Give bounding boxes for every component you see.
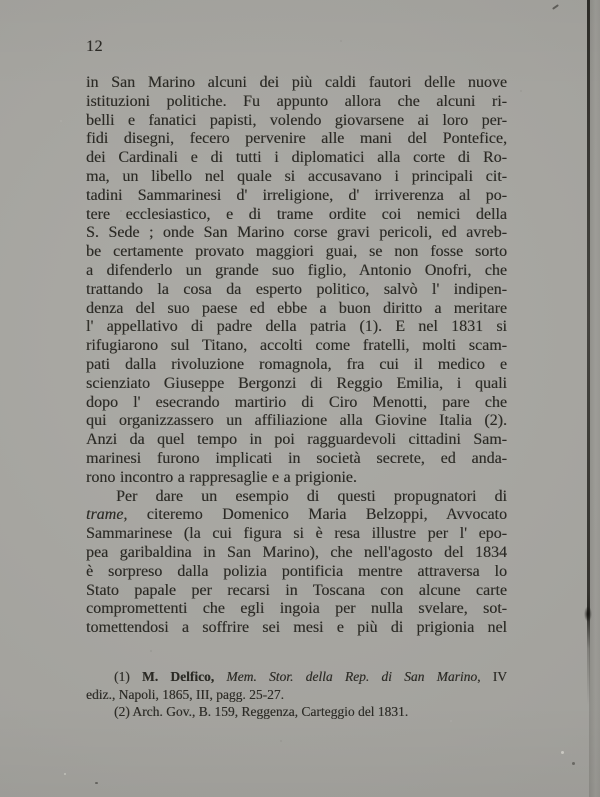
scan-edge-shadow <box>589 0 600 797</box>
paper-noise <box>0 0 2 2</box>
text-segment: tadini Sammarinesi d' irreligione, d' irriverenza al po- <box>86 186 507 204</box>
scan-scratch <box>552 4 559 10</box>
footnotes <box>86 668 507 721</box>
text-line <box>86 412 507 431</box>
text-segment: è sorpreso dalla polizia pontificia mentre attraversa lo <box>86 562 507 580</box>
text-segment: be certamente provato maggiori guai, se non fosse sorto <box>86 243 507 261</box>
text-segment: dopo l' esecrando martirio di Ciro Menotti, pare che <box>86 393 507 411</box>
text-line <box>86 206 507 225</box>
text-segment: trame, <box>86 506 128 524</box>
text-segment: dei Cardinali e di tutti i diplomatici alla corte di Ro- <box>86 149 507 167</box>
paper-speck <box>95 782 98 784</box>
text-segment: pati dalla rivoluzione romagnola, fra cui il medico e <box>86 355 507 373</box>
text-line <box>86 149 507 168</box>
text-line <box>86 300 507 319</box>
text-segment: marinesi furono implicati in società secrete, ed anda- <box>86 449 507 467</box>
text-segment: , IV <box>477 669 507 684</box>
text-segment: Stato papale per recarsi in Toscana con alcune carte <box>86 581 507 599</box>
text-line <box>86 544 507 563</box>
text-line <box>86 356 507 375</box>
text-segment: S. Sede ; onde San Marino corse gravi pericoli, ed avreb- <box>86 224 507 242</box>
text-line <box>86 450 507 469</box>
paper-speck <box>561 751 564 754</box>
text-line <box>86 93 507 112</box>
text-line <box>86 337 507 356</box>
text-line <box>86 262 507 281</box>
text-segment: Per dare un esempio di questi propugnatori di <box>116 487 507 505</box>
text-line <box>86 563 507 582</box>
text-segment: in San Marino alcuni dei più caldi fautori delle nuove <box>86 74 507 91</box>
text-segment: ediz., Napoli, 1865, III, pagg. 25-27. <box>86 686 284 702</box>
text-segment: (2) Arch. Gov., B. 159, Reggenza, Carteggio del 1831. <box>114 704 409 720</box>
text-segment: citeremo Domenico Maria Belzoppi, Avvocato <box>127 506 507 524</box>
text-line <box>86 243 507 262</box>
text-line <box>86 525 507 544</box>
text-line <box>86 318 507 337</box>
text-line <box>86 600 507 619</box>
text-line <box>86 224 507 243</box>
page-number: 12 <box>86 38 103 55</box>
text-segment <box>214 669 226 684</box>
text-segment: fidi disegni, fecero pervenire alle mani del Pontefice, <box>86 130 507 148</box>
text-segment: tomettendosi a soffrire sei mesi e più di prigionia nel <box>86 619 507 637</box>
text-line <box>86 686 507 704</box>
text-segment: a difenderlo un grande suo figlio, Antonio Onofri, che <box>86 261 507 279</box>
paper-speck <box>572 762 575 765</box>
text-segment: Mem. Stor. della Rep. di San Marino <box>226 669 478 684</box>
text-line <box>86 488 507 507</box>
text-line <box>86 375 507 394</box>
text-line <box>86 130 507 149</box>
text-segment: (1) <box>114 669 142 684</box>
text-segment: compromettenti che egli ingoia per nulla svelare, sot- <box>86 600 507 618</box>
text-segment: trattando la cosa da esperto politico, salvò l' indipen- <box>86 280 507 298</box>
text-segment: denza del suo paese ed ebbe a buon diritto a meritare <box>86 299 507 317</box>
text-line <box>86 668 507 686</box>
body-text <box>86 74 507 638</box>
text-segment: Sammarinese (la cui figura si è resa illustre per l' epo- <box>86 525 507 543</box>
text-line <box>86 168 507 187</box>
text-segment: scienziato Giuseppe Bergonzi di Reggio Emilia, i quali <box>86 374 507 392</box>
text-segment: rono incontro a rappresaglie e a prigionie. <box>86 468 357 486</box>
text-segment: qui organizzassero un affiliazione alla Giovine Italia (2). <box>86 412 507 430</box>
text-segment: rifugiarono sul Titano, accolti come fratelli, molti scam- <box>86 337 507 355</box>
text-line <box>86 619 507 638</box>
text-segment: l' appellativo di padre della patria (1). E nel 1831 si <box>86 318 507 336</box>
text-segment: istituzioni politiche. Fu appunto allora che alcuni ri- <box>86 92 507 110</box>
text-line <box>86 469 507 488</box>
text-segment: M. Delfico, <box>141 669 215 684</box>
text-line <box>86 74 507 93</box>
text-segment: tere ecclesiastico, e di trame ordite coi nemici della <box>86 205 507 223</box>
text-line <box>86 187 507 206</box>
text-line <box>86 506 507 525</box>
text-line <box>86 394 507 413</box>
text-line <box>86 112 507 131</box>
text-line <box>86 431 507 450</box>
text-segment: pea garibaldina in San Marino), che nell'agosto del 1834 <box>86 543 507 561</box>
text-segment: Anzi da quel tempo in poi ragguardevoli cittadini Sam- <box>86 431 507 449</box>
text-line <box>86 703 507 721</box>
text-segment: belli e fanatici papisti, volendo giovarsene ai loro per- <box>86 111 507 129</box>
text-line <box>86 582 507 601</box>
paper-speck <box>64 773 66 775</box>
text-segment: ma, un libello nel quale si accusavano i principali cit- <box>86 167 507 185</box>
text-line <box>86 281 507 300</box>
